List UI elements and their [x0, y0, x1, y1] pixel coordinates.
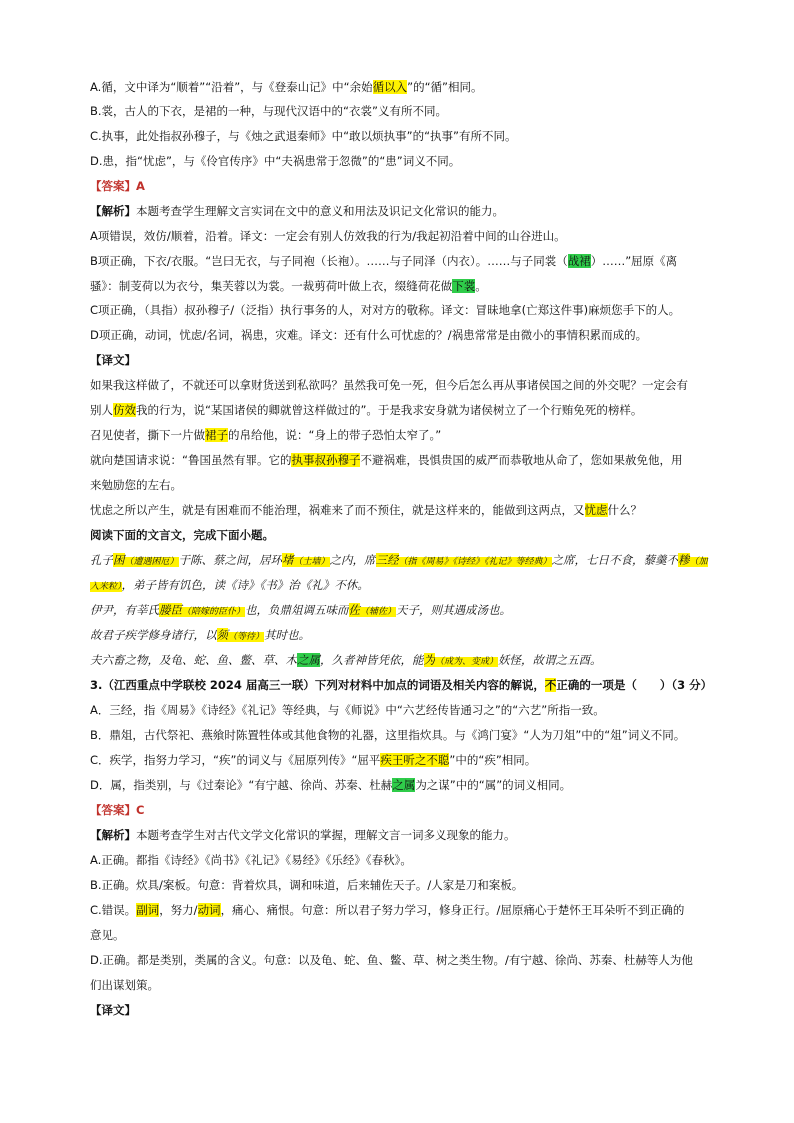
q2-translation-heading: 【译文】: [90, 353, 136, 367]
q2-option-d: D.患，指“忧虑”，与《伶官传序》中“夫祸患常于忽微”的“患”词义不同。: [90, 154, 461, 168]
q3-option-b: B．鼎俎，古代祭祀、燕飨时陈置牲体或其他食物的礼器，这里指炊具。与《鸿门宴》“人为刀俎”中的“俎”词义不同。: [90, 728, 686, 742]
q2-analysis-d: D项正确，动词，忧虑/名词，祸患，灾难。译文：还有什么可忧虑的？/祸患常常是由微小的事情积累而成的。: [90, 328, 648, 342]
q2-translation-line3: 召见使者，撕下一片做裙子的帛给他，说：“身上的带子恐怕太窄了。”: [90, 428, 442, 442]
passage-line3: 伊尹，有莘氏媵臣（陪嫁的臣仆）也，负鼎俎调五味而佐（辅佐）天子，则其遇成汤也。: [90, 603, 512, 617]
q3-analysis-d-line2: 们出谋划策。: [90, 978, 159, 992]
reading-heading: 阅读下面的文言文，完成下面小题。: [90, 528, 274, 542]
q3-option-c: C．疾学，指努力学习，“疾”的词义与《屈原列传》“屈平疾王听之不聪”中的“疾”相同。: [90, 753, 537, 767]
q2-translation-line4: 就向楚国请求说：“鲁国虽然有罪。它的执事叔孙穆子不避祸难，畏惧贵国的威严而恭敬地从命了，您如果赦免他，用: [90, 453, 683, 467]
q2-analysis: 【解析】本题考查学生理解文言实词在文中的意义和用法及识记文化常识的能力。: [90, 204, 504, 218]
q3-analysis-d-line1: D.正确。都是类别，类属的含义。句意：以及龟、蛇、鱼、鳖、草、树之类生物。/有宁越、徐尚、苏秦、杜赫等人为他: [90, 953, 693, 967]
q3-answer: 【答案】C: [90, 803, 145, 817]
q2-analysis-b-line1: B项正确，下衣/衣服。“岂曰无衣，与子同袍（长袍）。……与子同泽（内衣）。……与子同裳（战裙）……”屈原《离: [90, 254, 678, 268]
q2-translation-line2: 别人仿效我的行为，说“某国诸侯的卿就曾这样做过的”。于是我求安身就为诸侯树立了一个行贿免死的榜样。: [90, 403, 643, 417]
q3-analysis: 【解析】本题考查学生对古代文学文化常识的掌握，理解文言一词多义现象的能力。: [90, 828, 516, 842]
q2-analysis-c: C项正确，（具指）叔孙穆子/（泛指）执行事务的人，对对方的敬称。译文：冒昧地拿(亡郑这件事)麻烦您手下的人。: [90, 303, 681, 317]
q2-option-c: C.执事，此处指叔孙穆子，与《烛之武退秦师》中“敢以烦执事”的“执事”有所不同。: [90, 129, 517, 143]
q2-option-a: A.循，文中译为“顺着”“沿着”，与《登泰山记》中“余始循以入”的“循”相同。: [90, 80, 483, 94]
q3-translation-heading: 【译文】: [90, 1003, 136, 1017]
q3-stem: 3.（江西重点中学联校 2024 届高三一联）下列对材料中加点的词语及相关内容的解说，不正确的一项是（ ）（3 分）: [90, 678, 713, 692]
q2-analysis-a: A项错误，效仿/顺着，沿着。译文：一定会有别人仿效我的行为/我起初沿着中间的山谷进山。: [90, 229, 566, 243]
q2-option-b: B.裳，古人的下衣，是裙的一种，与现代汉语中的“衣裳”义有所不同。: [90, 104, 447, 118]
passage-line1: 孔子困（遭遇困厄）于陈、蔡之间，居环堵（土墙）之内，席三经（指《周易》《诗经》《礼记》等经典）之席，七日不食，藜羹不糁（加: [90, 553, 708, 567]
q2-answer: 【答案】A: [90, 179, 145, 193]
q3-analysis-b: B.正确。炊具/案板。句意：背着炊具，调和味道，后来辅佐天子。/人家是刀和案板。: [90, 878, 524, 892]
q3-option-a: A．三经，指《周易》《诗经》《礼记》等经典，与《师说》中“六艺经传皆通习之”的“六艺”所指一致。: [90, 703, 605, 717]
passage-line4: 故君子疾学修身诸行，以须（等待）其时也。: [90, 628, 311, 642]
q2-translation-line6: 忧虑之所以产生，就是有困难而不能治理，祸难来了而不预住，就是这样来的，能做到这两点，又忧虑什么？: [90, 503, 642, 517]
q2-translation-line5: 来勉励您的左右。: [90, 478, 182, 492]
q3-analysis-c-line2: 意见。: [90, 928, 125, 942]
q2-analysis-b-line2: 骚》：制芰荷以为衣兮，集芙蓉以为裳。一裁剪荷叶做上衣，缀缝荷花做下裳。: [90, 279, 487, 293]
passage-line2: 入米粒），弟子皆有饥色，读《诗》《书》治《礼》不休。: [90, 578, 369, 592]
q3-analysis-c-line1: C.错误。副词，努力/动词，痛心、痛恨。句意：所以君子努力学习，修身正行。/屈原痛心于楚怀王耳朵听不到正确的: [90, 903, 685, 917]
passage-line5: 夫六畜之物，及龟、蛇、鱼、鳖、草、木之属，久者神皆凭依，能为（成为、变成）妖怪，故谓之五酉。: [90, 653, 602, 667]
q3-analysis-a: A.正确。都指《诗经》《尚书》《礼记》《易经》《乐经》《春秋》。: [90, 853, 412, 867]
q3-option-d: D．属，指类别，与《过秦论》“有宁越、徐尚、苏秦、杜赫之属为之谋”中的“属”的词义相同。: [90, 778, 572, 792]
highlight: 循以入: [372, 80, 408, 94]
q2-translation-line1: 如果我这样做了，不就还可以拿财货送到私欲吗？虽然我可免一死，但今后怎么再从事诸侯国之间的外交呢？一定会有: [90, 378, 688, 392]
